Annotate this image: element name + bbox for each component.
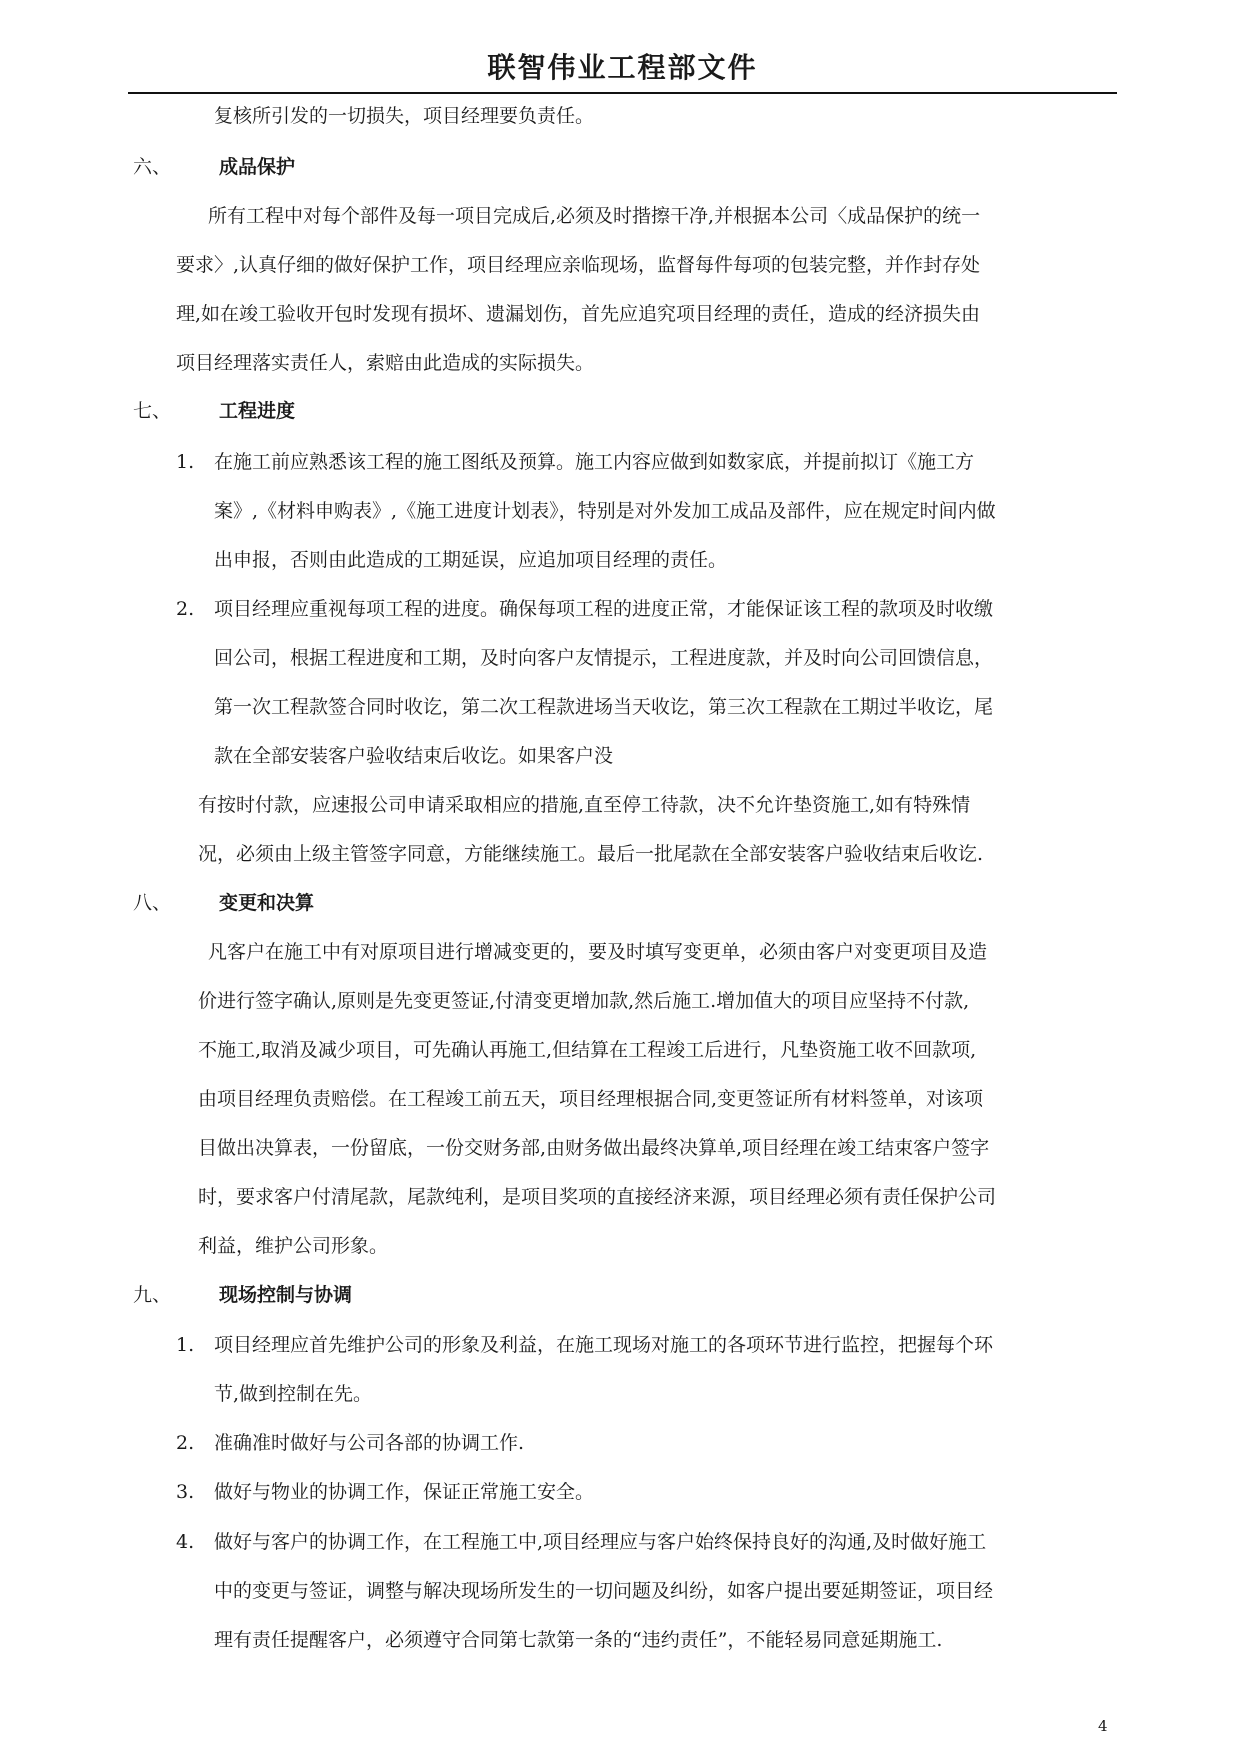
- section-6-line-1: 所有工程中对每个部件及每一项目完成后,必须及时揩擦干净,并根据本公司〈成品保护的统一: [208, 205, 981, 227]
- section-9-item-4-line-1: 做好与客户的协调工作，在工程施工中,项目经理应与客户始终保持良好的沟通,及时做好施工: [214, 1531, 987, 1553]
- page-header: [128, 48, 1117, 94]
- section-7-item-2-line-1: 项目经理应重视每项工程的进度。确保每项工程的进度正常，才能保证该工程的款项及时收缴: [214, 598, 994, 620]
- section-9-number: 九、: [133, 1284, 172, 1306]
- section-7-item-1-number: 1.: [176, 451, 195, 473]
- section-7-item-2-line-2: 回公司，根据工程进度和工期，及时向客户友情提示，工程进度款，并及时向公司回馈信息，: [214, 647, 994, 669]
- section-7-number: 七、: [133, 400, 172, 422]
- section-7-item-1-line-1: 在施工前应熟悉该工程的施工图纸及预算。施工内容应做到如数家底，并提前拟订《施工方: [214, 451, 975, 473]
- section-9-item-3-line-1: 做好与物业的协调工作，保证正常施工安全。: [214, 1481, 595, 1503]
- section-6-title: 成品保护: [219, 156, 296, 178]
- section-8-line-1: 凡客户在施工中有对原项目进行增减变更的，要及时填写变更单，必须由客户对变更项目及造: [208, 941, 988, 963]
- section-8-line-2: 价进行签字确认,原则是先变更签证,付清变更增加款,然后施工.增加值大的项目应坚持不付款,: [198, 990, 970, 1012]
- section-9-item-4-line-3: 理有责任提醒客户，必须遵守合同第七款第一条的“违约责任”，不能轻易同意延期施工.: [214, 1629, 943, 1651]
- section-8-number: 八、: [133, 892, 172, 914]
- section-6-number: 六、: [133, 156, 172, 178]
- section-7-item-2-number: 2.: [176, 598, 195, 620]
- section-7-item-2-line-4: 款在全部安装客户验收结束后收讫。如果客户没: [214, 745, 614, 767]
- section-9-item-1-line-2: 节,做到控制在先。: [214, 1383, 373, 1405]
- section-6-line-2: 要求〉,认真仔细的做好保护工作，项目经理应亲临现场，监督每件每项的包装完整，并作封存处: [176, 254, 981, 276]
- page-number: 4: [1098, 1717, 1108, 1735]
- section-8-title: 变更和决算: [219, 892, 315, 914]
- section-9-item-1-number: 1.: [176, 1334, 195, 1356]
- section-9-item-4-line-2: 中的变更与签证，调整与解决现场所发生的一切问题及纠纷，如客户提出要延期签证，项目经: [214, 1580, 994, 1602]
- section-7-item-2-line-3: 第一次工程款签合同时收讫，第二次工程款进场当天收讫，第三次工程款在工期过半收讫，尾: [214, 696, 994, 718]
- section-9-item-2-number: 2.: [176, 1432, 195, 1454]
- section-7-item-1-line-3: 出申报，否则由此造成的工期延误，应追加项目经理的责任。: [214, 549, 728, 571]
- document-title: 联智伟业工程部文件: [487, 51, 758, 84]
- section-9-item-3-number: 3.: [176, 1481, 195, 1503]
- section-6-line-4: 项目经理落实责任人，索赔由此造成的实际损失。: [176, 352, 595, 374]
- section-9-item-4-number: 4.: [176, 1531, 195, 1553]
- section-8-line-5: 目做出决算表，一份留底，一份交财务部,由财务做出最终决算单,项目经理在竣工结束客户签字: [198, 1137, 990, 1159]
- section-8-line-4: 由项目经理负责赔偿。在工程竣工前五天，项目经理根据合同,变更签证所有材料签单，对该项: [198, 1088, 984, 1110]
- section-7-extra-line-1: 有按时付款，应速报公司申请采取相应的措施,直至停工待款，决不允许垫资施工,如有特殊情: [198, 794, 971, 816]
- section-8-line-3: 不施工,取消及减少项目，可先确认再施工,但结算在工程竣工后进行，凡垫资施工收不回款项,: [198, 1039, 977, 1061]
- section-7-title: 工程进度: [219, 400, 296, 422]
- intro-line: 复核所引发的一切损失，项目经理要负责任。: [214, 105, 595, 127]
- section-9-item-2-line-1: 准确准时做好与公司各部的协调工作.: [214, 1432, 525, 1454]
- section-7-item-1-line-2: 案》,《材料申购表》,《施工进度计划表》，特别是对外发加工成品及部件，应在规定时间内做: [214, 500, 996, 522]
- section-7-extra-line-2: 况，必须由上级主管签字同意，方能继续施工。最后一批尾款在全部安装客户验收结束后收讫.: [198, 843, 984, 865]
- section-8-line-7: 利益，维护公司形象。: [198, 1235, 389, 1257]
- section-9-item-1-line-1: 项目经理应首先维护公司的形象及利益，在施工现场对施工的各项环节进行监控，把握每个环: [214, 1334, 994, 1356]
- section-9-title: 现场控制与协调: [219, 1284, 353, 1306]
- section-8-line-6: 时，要求客户付清尾款，尾款纯利，是项目奖项的直接经济来源，项目经理必须有责任保护公司: [198, 1186, 997, 1208]
- section-6-line-3: 理,如在竣工验收开包时发现有损坏、遗漏划伤，首先应追究项目经理的责任，造成的经济损失由: [176, 303, 981, 325]
